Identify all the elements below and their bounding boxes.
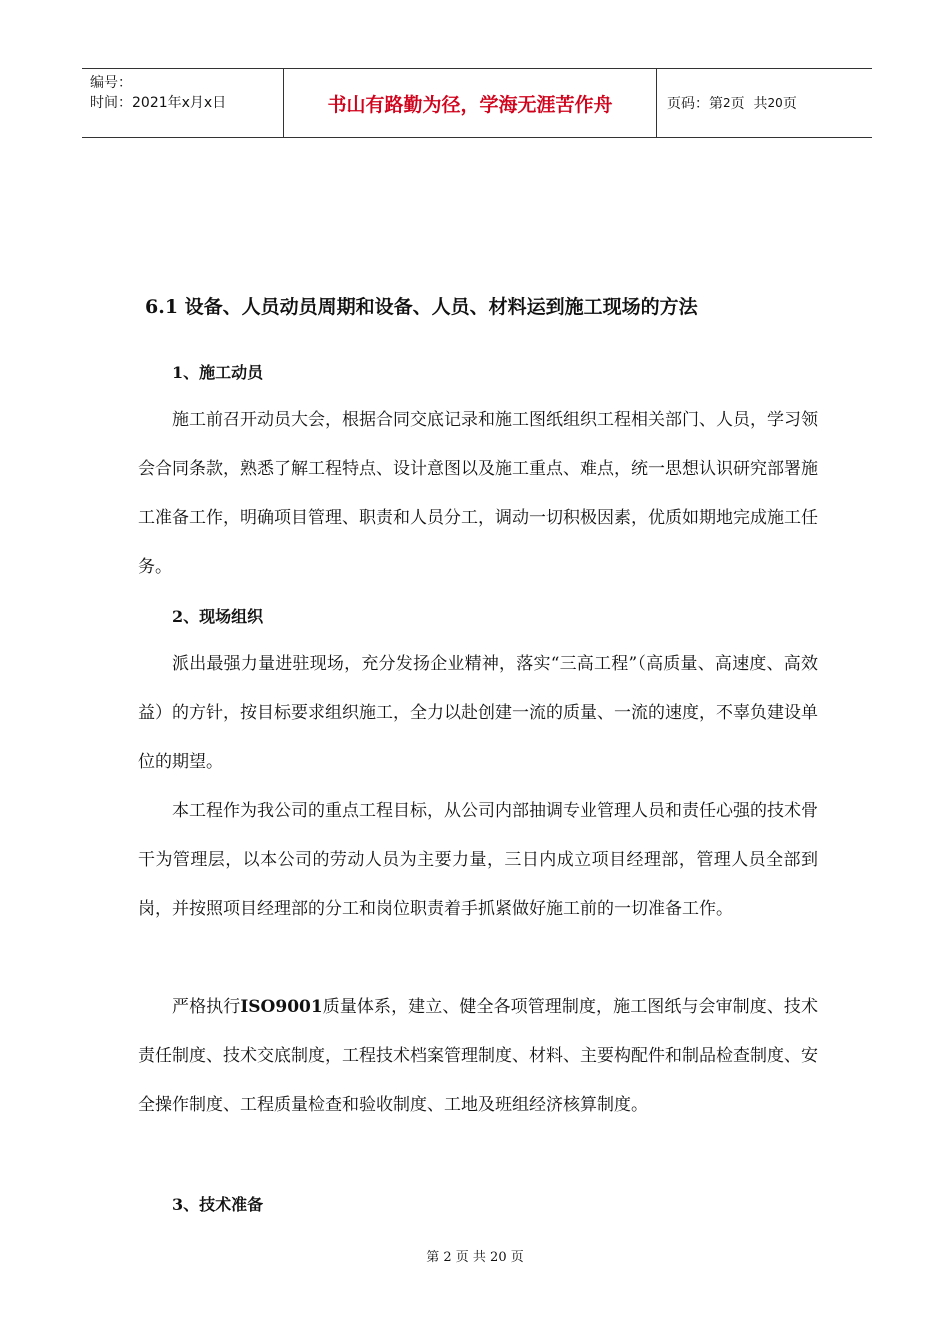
paragraph-3: 本工程作为我公司的重点工程目标，从公司内部抽调专业管理人员和责任心强的技术骨干为管理层，以本公司的劳动人员为主要力量，三日内成立项目经理部，管理人员全部到岗，并按照项目经理部的分工和岗位职责着手抓紧做好施工前的一切准备工作。 bbox=[138, 801, 818, 919]
page-total: 20 bbox=[767, 96, 783, 110]
page-mid: 页 共 bbox=[730, 96, 768, 112]
number-label: 编号： bbox=[90, 75, 132, 91]
paragraph-4-post: 质量体系，建立、健全各项管理制度，施工图纸与会审制度、技术责任制度、技术交底制度，工程技术档案管理制度、材料、主要构配件和制品检查制度、安全操作制度、工程质量检查和验收制度、工地及班组经济核算制度。 bbox=[138, 997, 819, 1115]
page-number: 2 bbox=[723, 96, 731, 110]
page-footer: 第 2 页 共 20 页 bbox=[426, 1250, 524, 1265]
section-title: 6.1 设备、人员动员周期和设备、人员、材料运到施工现场的方法 bbox=[145, 296, 698, 318]
paragraph-2: 派出最强力量进驻现场，充分发扬企业精神，落实“三高工程”（高质量、高速度、高效益）的方针，按目标要求组织施工，全力以赴创建一流的质量、一流的速度，不辜负建设单位的期望。 bbox=[138, 654, 818, 772]
page-header bbox=[82, 68, 872, 138]
header-motto: 书山有路勤为径，学海无涯苦作舟 bbox=[284, 69, 657, 137]
header-meta bbox=[82, 69, 284, 137]
page-prefix: 页码：第 bbox=[667, 96, 723, 112]
time-label: 时间：2021年x月x日 bbox=[90, 95, 227, 111]
section-heading-3: 3、技术准备 bbox=[172, 1195, 264, 1214]
page-suffix: 页 bbox=[782, 96, 797, 112]
section-heading-2: 2、现场组织 bbox=[172, 607, 264, 626]
paragraph-4-pre: 严格执行 bbox=[172, 997, 241, 1017]
header-page-info bbox=[657, 69, 872, 137]
paragraph-1: 施工前召开动员大会，根据合同交底记录和施工图纸组织工程相关部门、人员，学习领会合同条款，熟悉了解工程特点、设计意图以及施工重点、难点，统一思想认识研究部署施工准备工作，明确项目管理、职责和人员分工，调动一切积极因素，优质如期地完成施工任务。 bbox=[138, 410, 818, 577]
section-heading-1: 1、施工动员 bbox=[172, 363, 264, 382]
iso-standard: ISO9001 bbox=[240, 997, 323, 1017]
paragraph-4 bbox=[138, 983, 818, 1130]
